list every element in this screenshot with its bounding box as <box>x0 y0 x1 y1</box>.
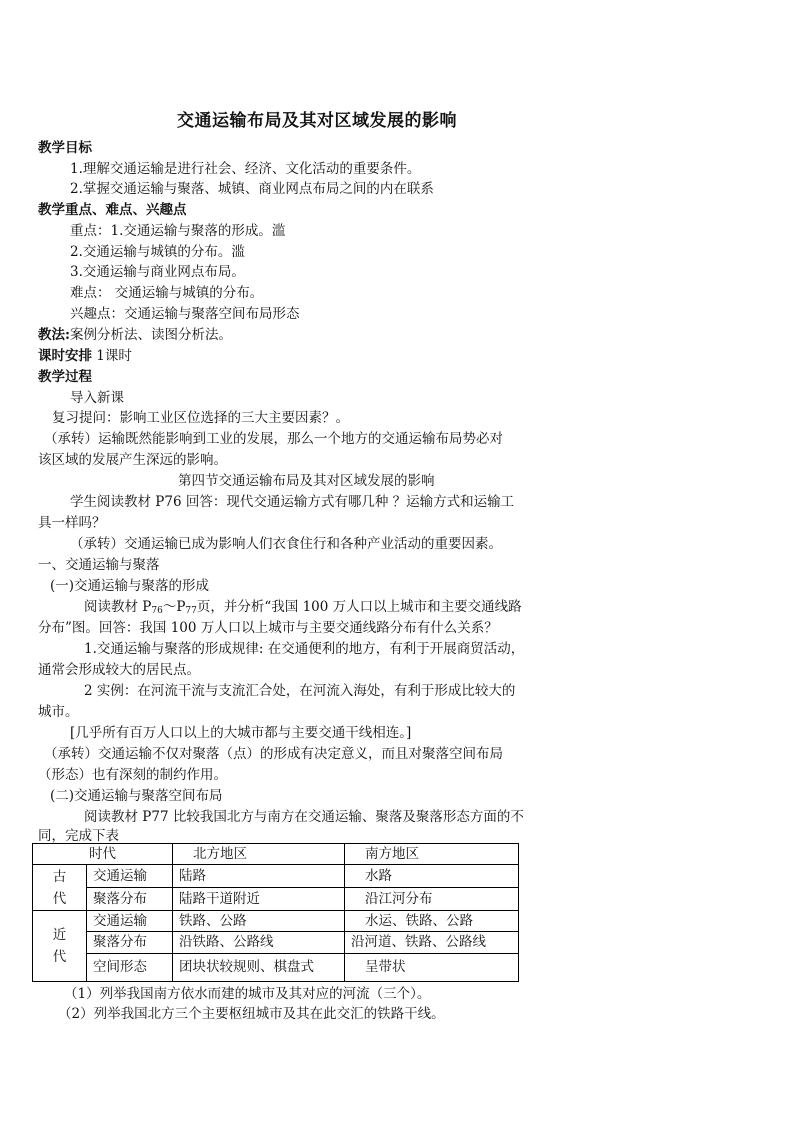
mark-glyph: 滥 <box>271 223 286 239</box>
table-header-south: 南方地区 <box>345 844 519 865</box>
era-cell-ancient: 古代 <box>33 865 87 911</box>
reading-2a: 阅读教材 $P_{76}\sim P_{77}$页，并分析“我国 100 万人口以上城市和主要交通线路 <box>84 599 522 616</box>
key-point-line-5: 兴趣点：交通运输与聚落空间布局形态 <box>70 306 300 322</box>
table-header-era: 时代 <box>33 844 173 865</box>
part-1-heading: 一、交通运输与聚落 <box>38 557 160 573</box>
comparison-table <box>32 843 519 982</box>
sub-1-heading: (一)交通运输与聚落的形成 <box>50 578 210 594</box>
transition-1b: 该区域的发展产生深远的影响。 <box>38 452 227 468</box>
table-row: 近代 交通运输 铁路、公路 水运、铁路、公路 <box>33 910 519 931</box>
key-point-line-2: 2.交通运输与城镇的分布。滥 <box>70 244 245 260</box>
rule-line-b: 通常会形成较大的居民点。 <box>38 662 200 678</box>
example-line-b: 城市。 <box>38 704 79 720</box>
table-row: 聚落分布 陆路干道附近 沿江河分布 <box>33 888 519 911</box>
key-point-line-3: 3.交通运输与商业网点布局。 <box>70 264 245 280</box>
objective-item-1: 1.理解交通运输是进行社会、经济、文化活动的重要条件。 <box>70 161 421 177</box>
sub-2-heading: (二)交通运输与聚落空间布局 <box>50 788 223 804</box>
key-points-heading: 教学重点、难点、兴趣点 <box>38 202 187 218</box>
reading-1a: 学生阅读教材 P76 回答：现代交通运输方式有哪几种 ？运输方式和运输工 <box>70 494 515 510</box>
objective-item-2: 2.掌握交通运输与聚落、城镇、商业网点布局之间的内在联系 <box>70 181 434 197</box>
intro-line: 导入新课 <box>70 390 124 406</box>
question-1: （1）列举我国南方依水而建的城市及其对应的河流（三个）。 <box>64 986 431 1002</box>
transition-3b: （形态）也有深刻的制约作用。 <box>38 767 227 783</box>
section-title: 第四节交通运输布局及其对区域发展的影响 <box>178 473 435 489</box>
bracket-note: [几乎所有百万人口以上的大城市都与主要交通干线相连。] <box>70 725 412 741</box>
era-cell-modern: 近代 <box>33 910 87 981</box>
transition-1a: （承转）运输既然能影响到工业的发展，那么一个地方的交通运输布局势必对 <box>44 431 503 447</box>
table-header-north: 北方地区 <box>173 844 345 865</box>
rule-line-a: 1.交通运输与聚落的形成规律: 在交通便利的地方，有利于开展商贸活动， <box>84 641 525 657</box>
transition-2: （承转）交通运输已成为影响人们衣食住行和各种产业活动的重要因素。 <box>70 536 502 552</box>
reading-1b: 具一样吗？ <box>38 515 106 531</box>
transition-3a: （承转）交通运输不仅对聚落（点）的形成有决定意义，而且对聚落空间布局 <box>44 746 503 762</box>
reading-2b: 分布”图。回答：我国 100 万人口以上城市与主要交通线路分布有什么关系？ <box>38 620 498 636</box>
key-point-line-4: 难点： 交通运输与城镇的分布。 <box>70 285 264 301</box>
schedule-line: 课时安排 1课时 <box>38 348 132 364</box>
process-heading: 教学过程 <box>38 369 92 385</box>
mark-glyph: 滥 <box>231 244 245 260</box>
method-line: 教法:案例分析法、读图分析法。 <box>38 327 232 343</box>
example-line-a: 2 实例：在河流干流与支流汇合处，在河流入海处，有利于形成比较大的 <box>84 683 516 699</box>
objectives-heading: 教学目标 <box>38 140 92 156</box>
document-title: 交通运输布局及其对区域发展的影响 <box>177 111 457 131</box>
key-point-line-1: 重点：1.交通运输与聚落的形成。滥 <box>70 223 286 239</box>
table-row: 古代 交通运输 陆路 水路 <box>33 865 519 888</box>
question-2: （2）列举我国北方三个主要枢纽城市及其在此交汇的铁路干线。 <box>58 1006 445 1022</box>
reading-3b: 同，完成下表 <box>38 828 119 844</box>
reading-3a: 阅读教材 P77 比较我国北方与南方在交通运输、聚落及聚落形态方面的不 <box>84 809 524 825</box>
review-question: 复习提问：影响工业区位选择的三大主要因素？。 <box>52 410 349 426</box>
table-row: 空间形态 团块状较规则、棋盘式 呈带状 <box>33 953 519 981</box>
table-header-row <box>33 844 519 865</box>
table-row: 聚落分布 沿铁路、公路线 沿河道、铁路、公路线 <box>33 932 519 953</box>
